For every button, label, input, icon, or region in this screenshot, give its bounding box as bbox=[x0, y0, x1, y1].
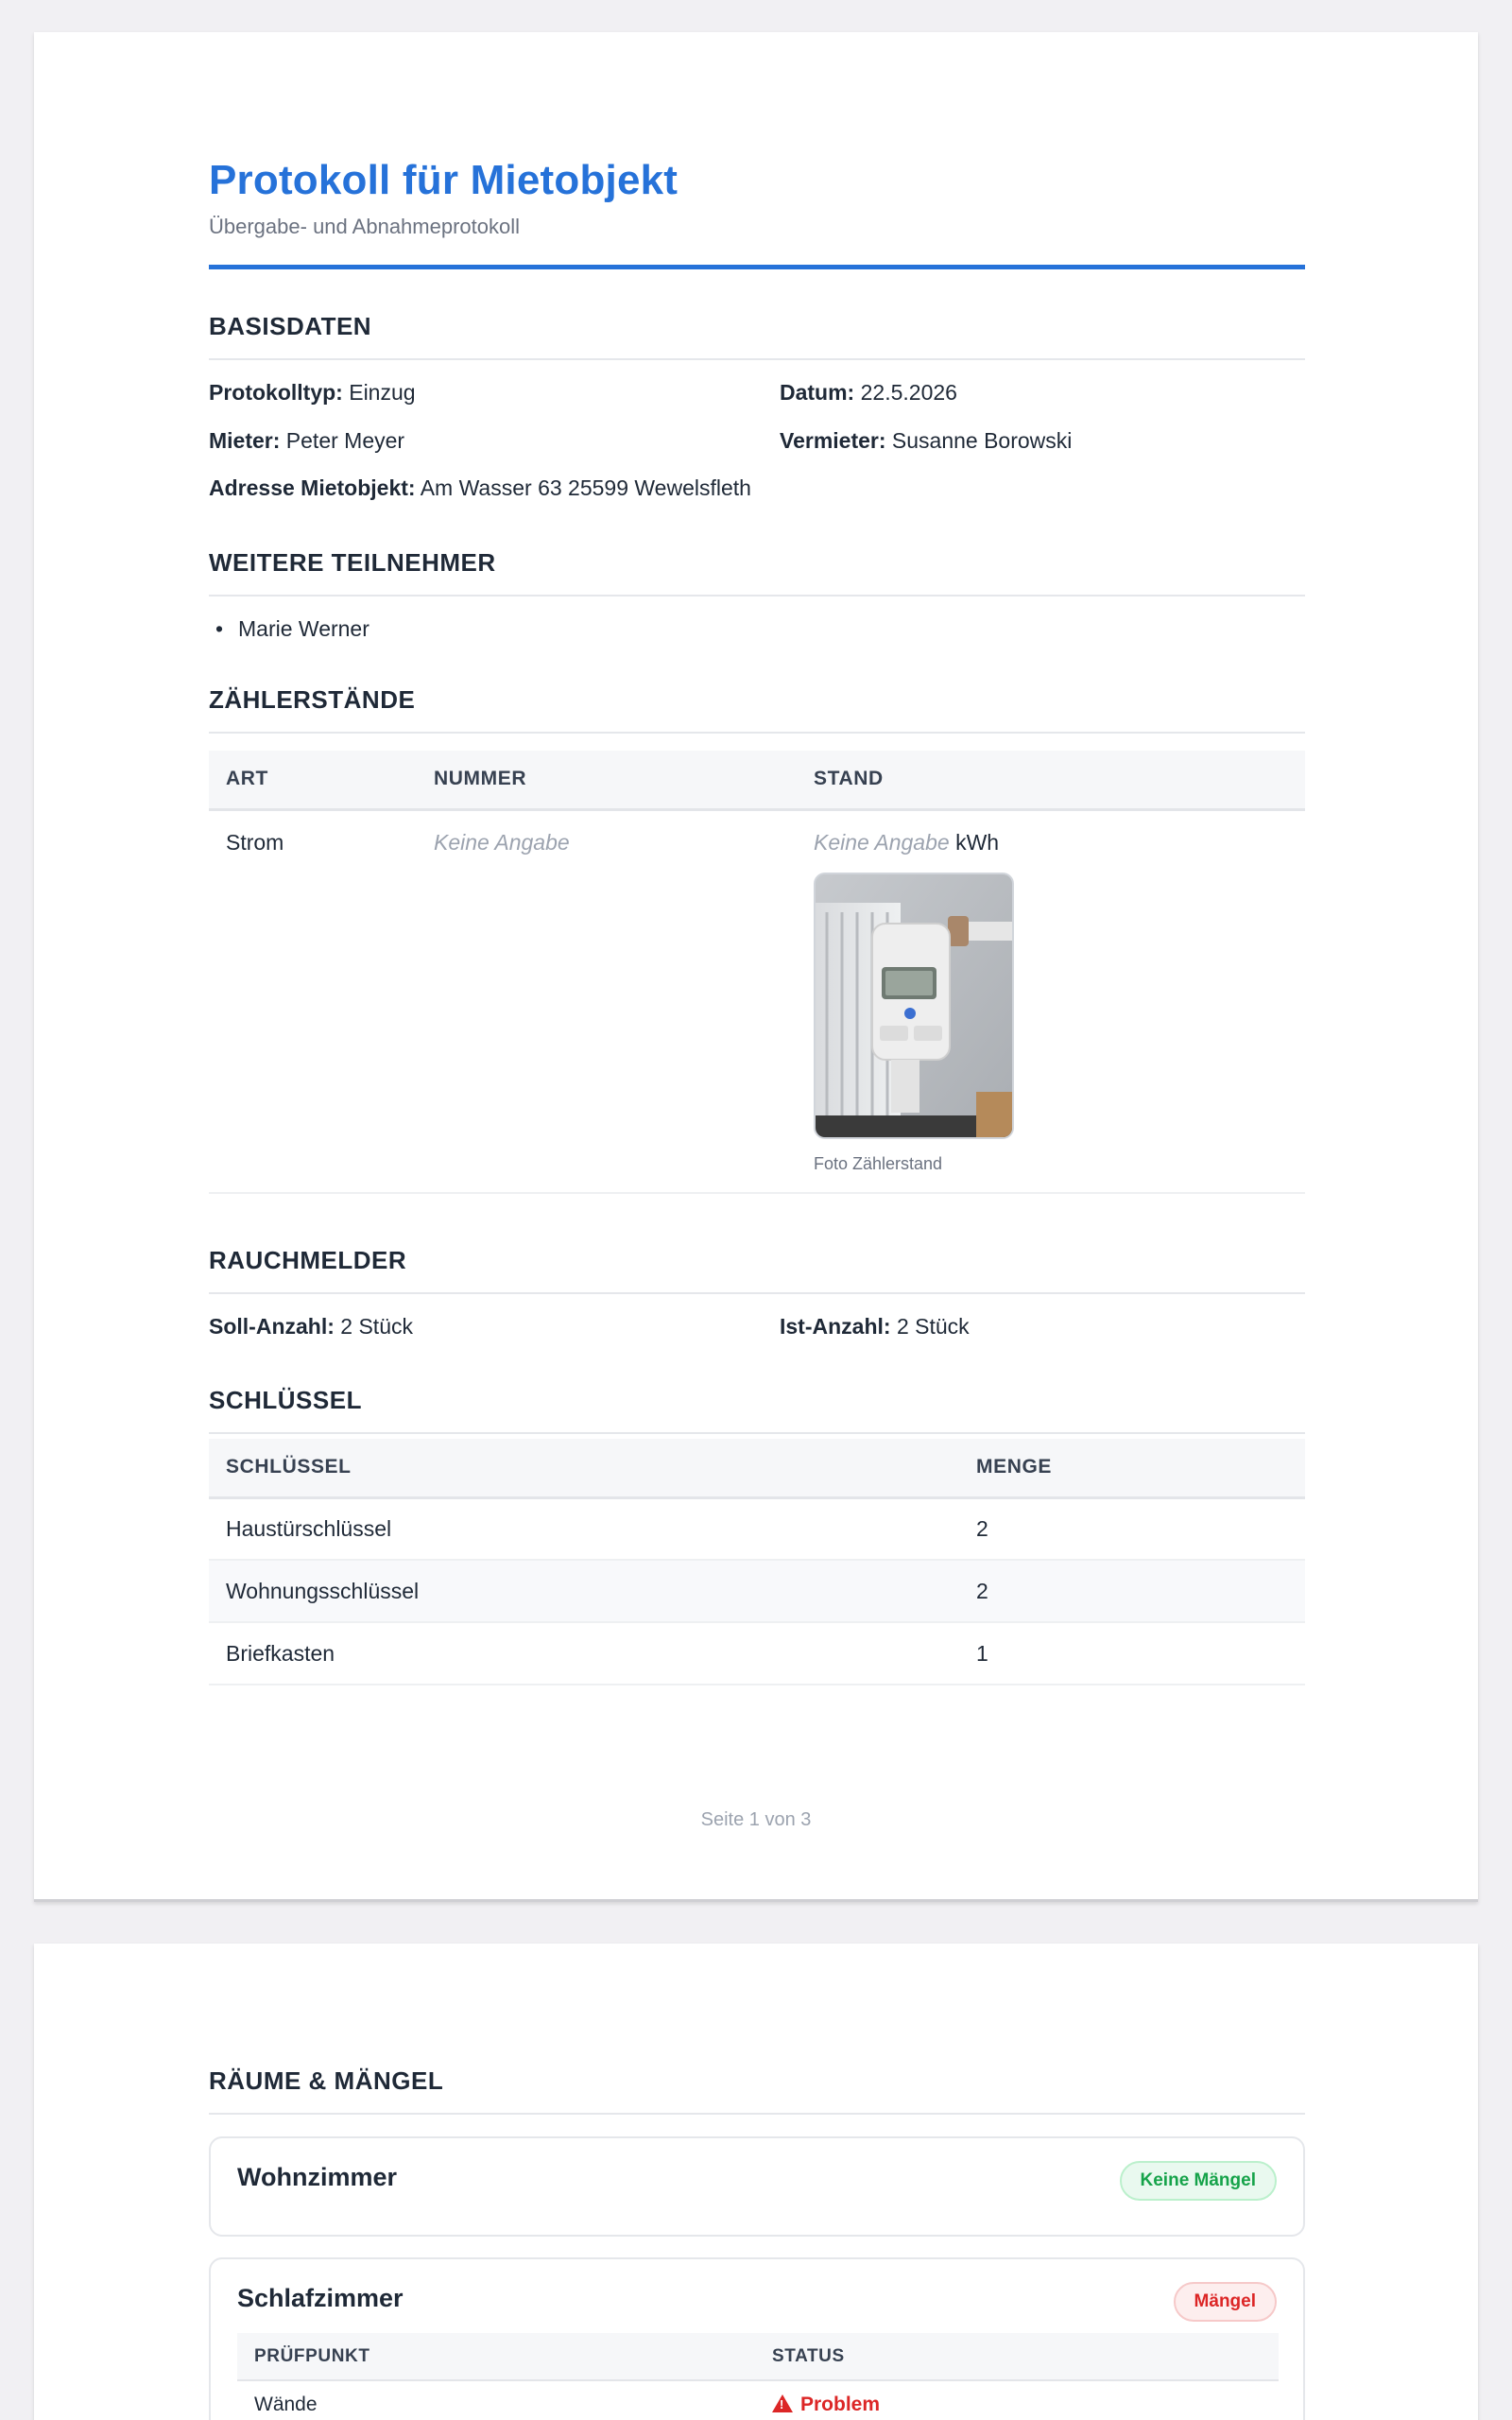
section-heading-raeume: RÄUME & MÄNGEL bbox=[209, 2066, 1305, 2115]
field-label: Vermieter: bbox=[780, 428, 886, 453]
stand-value: Keine Angabe bbox=[814, 829, 950, 855]
room-check-table bbox=[237, 2333, 1279, 2420]
document-page-2 bbox=[34, 1944, 1478, 2420]
field-datum bbox=[780, 380, 957, 406]
field-label: Mieter: bbox=[209, 428, 281, 453]
keys-table bbox=[209, 1439, 1305, 1685]
room-card-schlafzimmer bbox=[209, 2257, 1305, 2420]
column-header-stand: STAND bbox=[797, 751, 1305, 809]
warning-icon bbox=[772, 2394, 793, 2412]
field-vermieter bbox=[780, 428, 1072, 454]
cell-art: Strom bbox=[209, 809, 417, 1193]
field-value: 22.5.2026 bbox=[860, 380, 957, 405]
field-ist-anzahl bbox=[780, 1314, 970, 1340]
title-divider bbox=[209, 265, 1305, 269]
cell-pruefpunkt: Wände bbox=[254, 2393, 318, 2415]
column-header-schluessel: SCHLÜSSEL bbox=[209, 1439, 959, 1497]
status-badge: Mängel bbox=[1174, 2282, 1277, 2322]
table-row bbox=[209, 1622, 1305, 1685]
table-header-row bbox=[209, 1439, 1305, 1497]
field-label: Soll-Anzahl: bbox=[209, 1314, 335, 1339]
cell-key-name: Haustürschlüssel bbox=[209, 1497, 959, 1560]
cell-key-menge: 2 bbox=[959, 1497, 1305, 1560]
room-card-wohnzimmer bbox=[209, 2136, 1305, 2237]
field-value: 2 Stück bbox=[896, 1314, 970, 1339]
page-content bbox=[209, 1944, 1305, 2420]
page-number: Seite 1 von 3 bbox=[700, 1809, 812, 1830]
column-header-pruefpunkt: PRÜFPUNKT bbox=[237, 2333, 755, 2380]
field-value: Am Wasser 63 25599 Wewelsfleth bbox=[420, 475, 751, 500]
field-label: Protokolltyp: bbox=[209, 380, 343, 405]
field-value: 2 Stück bbox=[340, 1314, 413, 1339]
field-value: Susanne Borowski bbox=[891, 428, 1073, 453]
field-protokolltyp bbox=[209, 380, 416, 406]
table-header-row bbox=[237, 2333, 1279, 2380]
section-heading-zaehler: ZÄHLERSTÄNDE bbox=[209, 685, 1305, 734]
column-header-art: ART bbox=[209, 751, 417, 809]
cell-key-menge: 2 bbox=[959, 1560, 1305, 1622]
document-title: Protokoll für Mietobjekt bbox=[209, 157, 679, 203]
section-heading-rauchmelder: RAUCHMELDER bbox=[209, 1246, 1305, 1294]
cell-key-menge: 1 bbox=[959, 1622, 1305, 1685]
field-value: Peter Meyer bbox=[285, 428, 405, 453]
room-name: Wohnzimmer bbox=[237, 2163, 398, 2191]
field-soll-anzahl bbox=[209, 1314, 413, 1340]
cell-key-name: Briefkasten bbox=[209, 1622, 959, 1685]
field-label: Datum: bbox=[780, 380, 855, 405]
section-heading-schluessel: SCHLÜSSEL bbox=[209, 1386, 1305, 1434]
status-text: Problem bbox=[800, 2393, 881, 2415]
table-row bbox=[237, 2380, 1279, 2420]
meter-photo[interactable] bbox=[814, 873, 1014, 1139]
table-row bbox=[209, 1497, 1305, 1560]
status-badge: Keine Mängel bbox=[1120, 2161, 1277, 2201]
meter-photo-image bbox=[816, 874, 1014, 1139]
participant-list-item: • Marie Werner bbox=[238, 616, 369, 642]
cell-key-name: Wohnungsschlüssel bbox=[209, 1560, 959, 1622]
stand-unit: kWh bbox=[955, 829, 1000, 855]
meter-table bbox=[209, 751, 1305, 1194]
field-adresse bbox=[209, 475, 751, 501]
table-row bbox=[209, 809, 1305, 1193]
field-value: Einzug bbox=[349, 380, 416, 405]
section-heading-basisdaten: BASISDATEN bbox=[209, 312, 1305, 360]
field-mieter bbox=[209, 428, 404, 454]
section-heading-teilnehmer: WEITERE TEILNEHMER bbox=[209, 548, 1305, 596]
cell-stand bbox=[797, 809, 1305, 1193]
document-subtitle: Übergabe- und Abnahmeprotokoll bbox=[209, 215, 521, 238]
cell-status bbox=[755, 2380, 1279, 2420]
table-row bbox=[209, 1560, 1305, 1622]
field-label: Ist-Anzahl: bbox=[780, 1314, 891, 1339]
table-header-row bbox=[209, 751, 1305, 809]
photo-caption: Foto Zählerstand bbox=[814, 1153, 943, 1173]
document-page-1 bbox=[34, 32, 1478, 1902]
cell-nummer: Keine Angabe bbox=[417, 809, 797, 1193]
room-name: Schlafzimmer bbox=[237, 2284, 404, 2312]
page-content bbox=[209, 32, 1305, 1902]
column-header-status: STATUS bbox=[755, 2333, 1279, 2380]
field-label: Adresse Mietobjekt: bbox=[209, 475, 416, 500]
column-header-menge: MENGE bbox=[959, 1439, 1305, 1497]
column-header-nummer: NUMMER bbox=[417, 751, 797, 809]
